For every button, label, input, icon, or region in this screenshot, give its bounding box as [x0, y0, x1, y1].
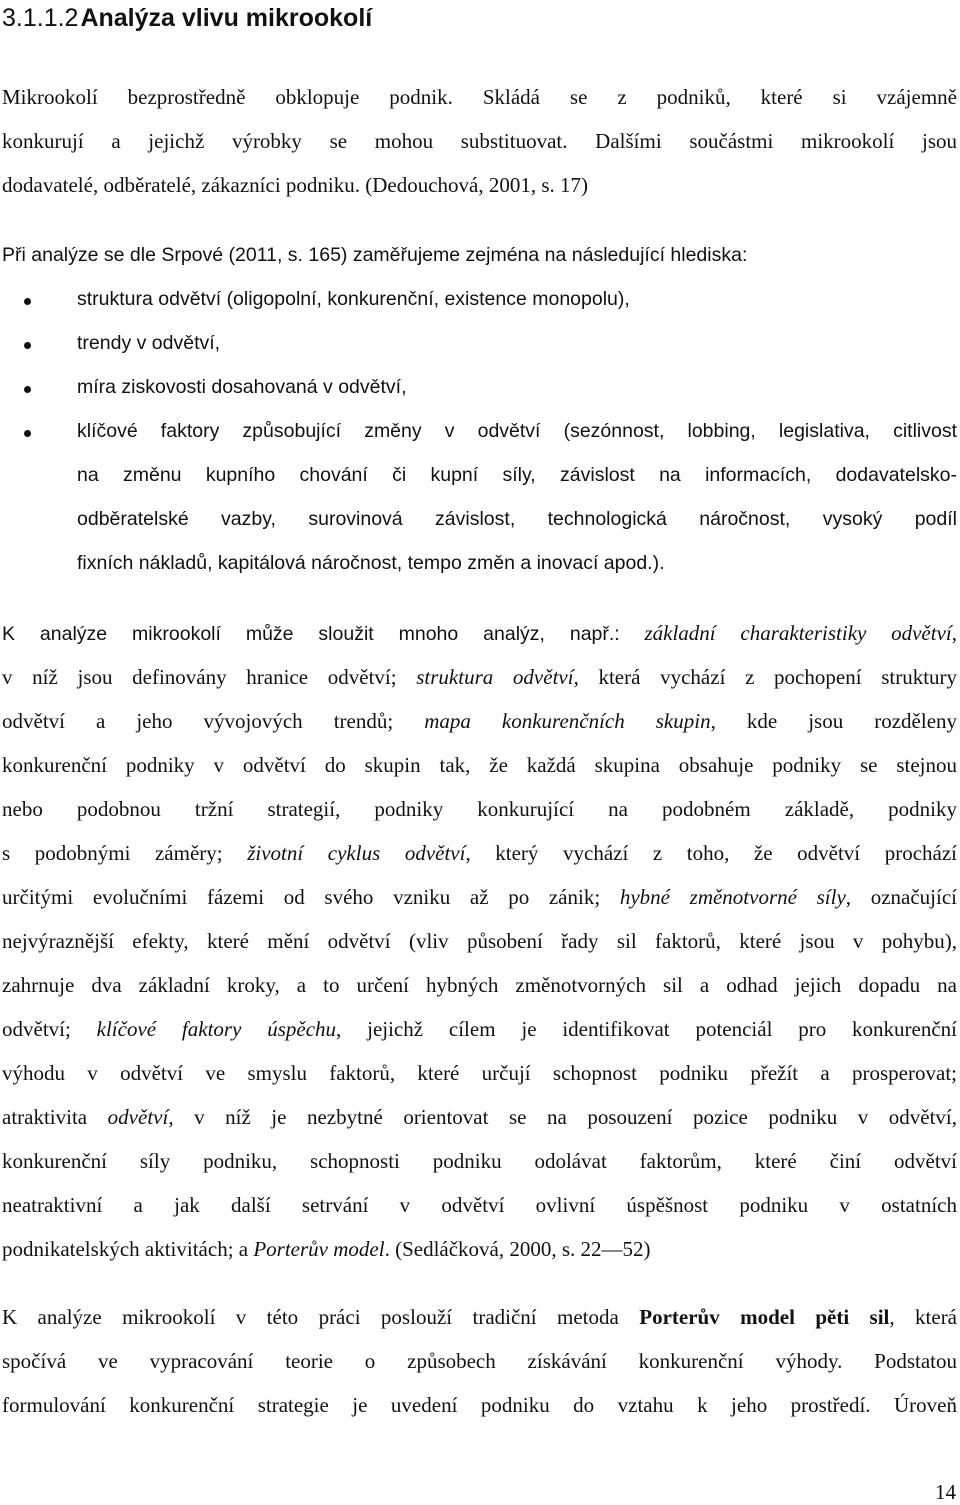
- paragraph-line: atraktivita odvětví, v níž je nezbytné orientovat se na posouzení pozice podniku v odvětví,: [2, 1105, 957, 1129]
- paragraph-line: zahrnuje dva základní kroky, a to určení hybných změnotvorných sil a odhad jejich dopadu na: [2, 973, 957, 997]
- list-item-continuation: odběratelské vazby, surovinová závislost, technologická náročnost, vysoký podíl: [77, 508, 957, 530]
- list-item-continuation: fixních nákladů, kapitálová náročnost, tempo změn a inovací apod.).: [77, 552, 665, 574]
- paragraph-line: Mikrookolí bezprostředně obklopuje podnik. Skládá se z podniků, které si vzájemně: [2, 85, 957, 109]
- section-heading: [2, 4, 372, 33]
- paragraph-line: spočívá ve vypracování teorie o způsobech získávání konkurenční výhody. Podstatou: [2, 1349, 957, 1373]
- list-item: struktura odvětví (oligopolní, konkurenční, existence monopolu),: [77, 288, 630, 310]
- section-title: Analýza vlivu mikrookolí: [80, 4, 373, 32]
- list-item: klíčové faktory způsobující změny v odvětví (sezónnost, lobbing, legislativa, citlivost: [77, 420, 957, 442]
- list-item: míra ziskovosti dosahovaná v odvětví,: [77, 376, 407, 398]
- paragraph-line: dodavatelé, odběratelé, zákazníci podniku. (Dedouchová, 2001, s. 17): [2, 173, 589, 197]
- paragraph-line: K analýze mikrookolí v této práci poslouží tradiční metoda Porterův model pěti sil, která: [2, 1305, 958, 1329]
- paragraph-line: konkurují a jejichž výrobky se mohou substituovat. Dalšími součástmi mikrookolí jsou: [2, 129, 957, 153]
- paragraph-line: formulování konkurenční strategie je uvedení podniku do vztahu k jeho prostředí. Úroveň: [2, 1393, 957, 1417]
- bullet-icon: [24, 386, 31, 393]
- bullet-icon: [24, 342, 31, 349]
- paragraph-line: neatraktivní a jak další setrvání v odvětví ovlivní úspěšnost podniku v ostatních: [2, 1193, 957, 1217]
- bullet-icon: [24, 298, 31, 305]
- paragraph-line: K analýze mikrookolí může sloužit mnoho analýz, např.: základní charakteristiky odvětví,: [2, 621, 957, 645]
- paragraph-line: podnikatelských aktivitách; a Porterův model. (Sedláčková, 2000, s. 22―52): [2, 1237, 651, 1261]
- paragraph-line: odvětví; klíčové faktory úspěchu, jejichž cílem je identifikovat potenciál pro konkurenční: [2, 1017, 958, 1041]
- paragraph-line: konkurenční podniky v odvětví do skupin tak, že každá skupina obsahuje podniky se stejnou: [2, 753, 957, 777]
- paragraph-line: nejvýraznější efekty, které mění odvětví (vliv působení řady sil faktorů, které jsou v pohybu),: [2, 929, 957, 953]
- paragraph-line: s podobnými záměry; životní cyklus odvětví, který vychází z toho, že odvětví prochází: [2, 841, 957, 865]
- list-item-continuation: na změnu kupního chování či kupní síly, závislost na informacích, dodavatelsko-: [77, 464, 957, 486]
- list-item: trendy v odvětví,: [77, 332, 221, 354]
- paragraph-line: konkurenční síly podniku, schopnosti podniku odolávat faktorům, které činí odvětví: [2, 1149, 957, 1173]
- paragraph-line: Při analýze se dle Srpové (2011, s. 165) zaměřujeme zejména na následující hlediska:: [2, 244, 748, 266]
- paragraph-line: výhodu v odvětví ve smyslu faktorů, které určují schopnost podniku přežít a prosperovat;: [2, 1061, 957, 1085]
- paragraph-line: nebo podobnou tržní strategií, podniky konkurující na podobném základě, podniky: [2, 797, 957, 821]
- page-number: 14: [935, 1480, 956, 1504]
- paragraph-line: v níž jsou definovány hranice odvětví; struktura odvětví, která vychází z pochopení struktury: [2, 665, 958, 689]
- paragraph-line: určitými evolučními fázemi od svého vzniku až po zánik; hybné změnotvorné síly, označující: [2, 885, 957, 909]
- bullet-icon: [24, 430, 31, 437]
- section-number: 3.1.1.2: [2, 4, 79, 32]
- paragraph-line: odvětví a jeho vývojových trendů; mapa konkurenčních skupin, kde jsou rozděleny: [2, 709, 958, 733]
